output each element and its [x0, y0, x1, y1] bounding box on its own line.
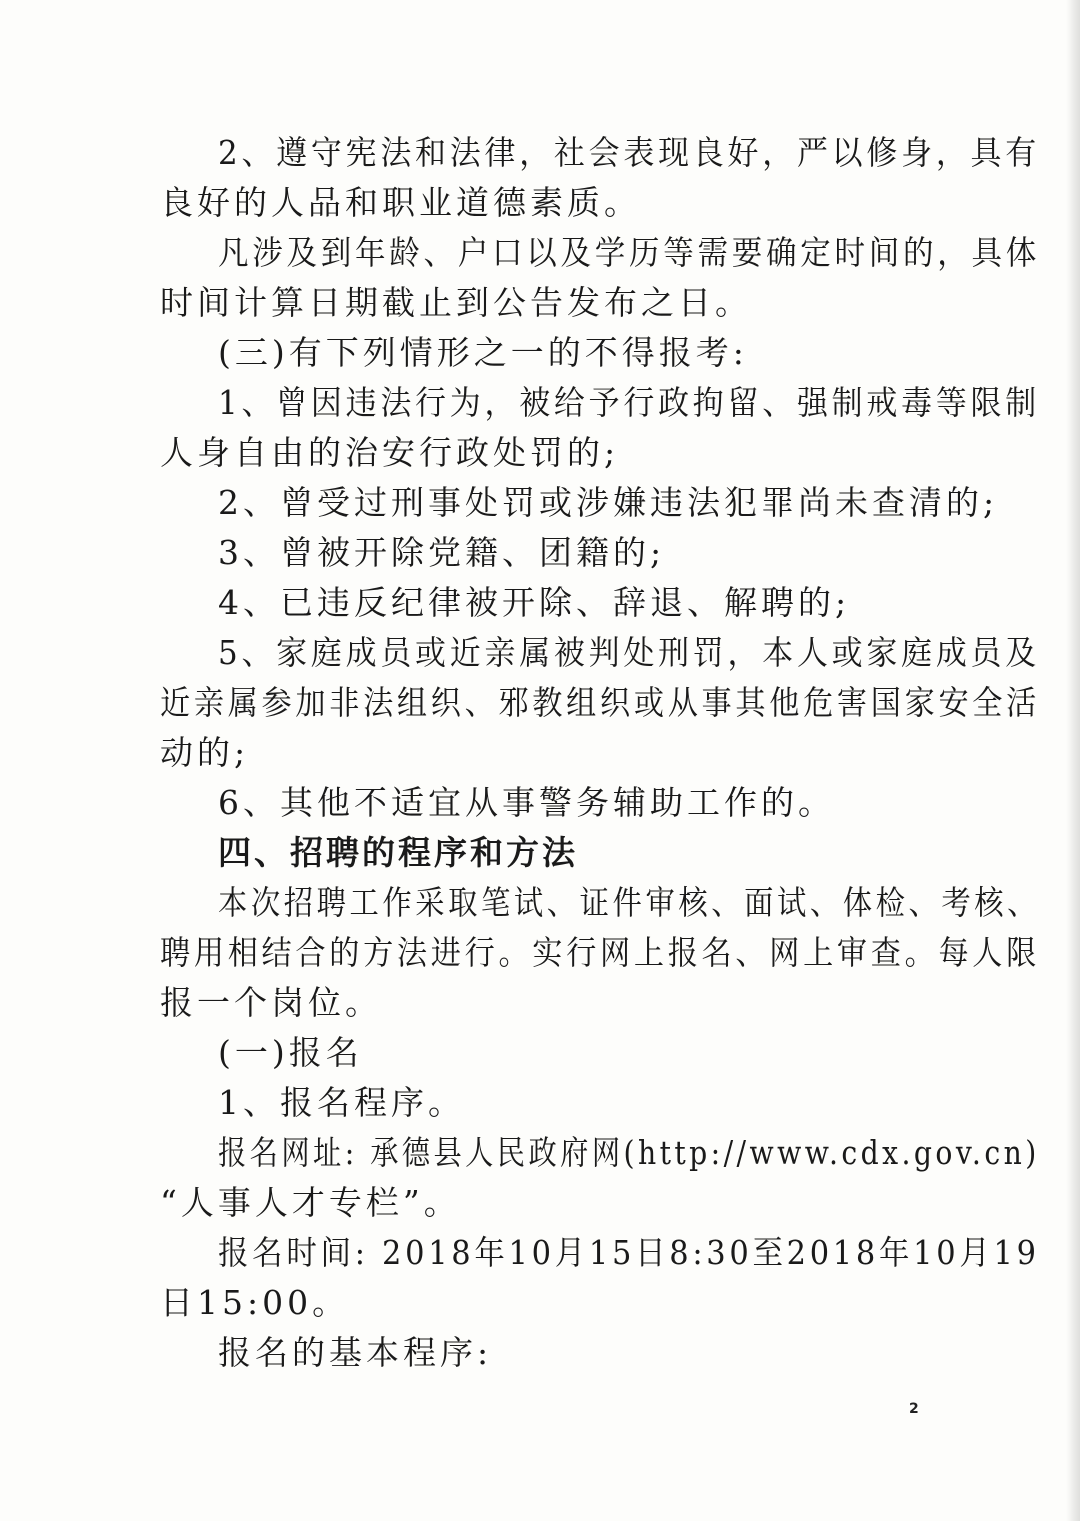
text-line: 报名的基本程序: [218, 1333, 493, 1372]
text-line: 2、遵守宪法和法律，社会表现良好，严以修身，具有 [218, 133, 1040, 172]
text-line: 1、报名程序。 [218, 1083, 465, 1122]
text-line: (一)报名 [218, 1033, 363, 1072]
text-line: 3、曾被开除党籍、团籍的; [218, 533, 666, 572]
text-line: 凡涉及到年龄、户口以及学历等需要确定时间的，具体 [218, 233, 1040, 272]
text-line: 聘用相结合的方法进行。实行网上报名、网上审查。每人限 [160, 933, 1040, 972]
text-line: 近亲属参加非法组织、邪教组织或从事其他危害国家安全活 [160, 683, 1040, 722]
text-line: (三)有下列情形之一的不得报考: [218, 333, 748, 372]
text-line: 4、已违反纪律被开除、辞退、解聘的; [218, 583, 851, 622]
page-number: 2 [909, 1401, 919, 1417]
text-line: 1、曾因违法行为，被给予行政拘留、强制戒毒等限制 [218, 383, 1040, 422]
text-line: 良好的人品和职业道德素质。 [160, 183, 641, 222]
text-line: 动的; [160, 733, 250, 772]
text-line: 6、其他不适宜从事警务辅助工作的。 [218, 783, 835, 822]
text-line: 时间计算日期截止到公告发布之日。 [160, 283, 752, 322]
text-line: 2、曾受过刑事处罚或涉嫌违法犯罪尚未查清的; [218, 483, 999, 522]
text-line: 人身自由的治安行政处罚的; [160, 433, 620, 472]
text-line: 报名网址: 承德县人民政府网(http://www.cdx.gov.cn) [218, 1133, 1040, 1172]
text-line: 日15:00。 [160, 1283, 350, 1322]
text-line: 报名时间: 2018年10月15日8:30至2018年10月19 [218, 1233, 1040, 1272]
section-heading: 四、招聘的程序和方法 [218, 833, 578, 872]
text-line: 报一个岗位。 [160, 983, 382, 1022]
scan-edge-shadow [1066, 0, 1080, 1521]
text-line: 5、家庭成员或近亲属被判处刑罚，本人或家庭成员及 [218, 633, 1040, 672]
text-line: “人事人才专栏”。 [160, 1183, 461, 1222]
text-line: 本次招聘工作采取笔试、证件审核、面试、体检、考核、 [218, 883, 1040, 922]
